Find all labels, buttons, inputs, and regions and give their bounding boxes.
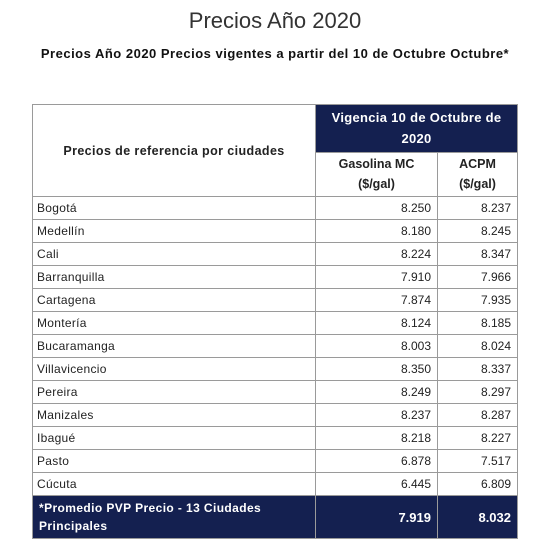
city-cell: Pereira <box>33 381 316 404</box>
acpm-cell: 8.287 <box>438 404 518 427</box>
city-cell: Manizales <box>33 404 316 427</box>
acpm-cell: 8.227 <box>438 427 518 450</box>
table-row <box>33 220 518 243</box>
gasolina-cell: 6.445 <box>316 473 438 496</box>
table-row <box>33 335 518 358</box>
gasolina-cell: 8.003 <box>316 335 438 358</box>
table-row <box>33 427 518 450</box>
gasolina-cell: 8.250 <box>316 197 438 220</box>
table-row <box>33 312 518 335</box>
city-cell: Pasto <box>33 450 316 473</box>
city-cell: Barranquilla <box>33 266 316 289</box>
acpm-cell: 8.237 <box>438 197 518 220</box>
table-footer-row <box>33 496 518 539</box>
acpm-cell: 7.517 <box>438 450 518 473</box>
city-cell: Medellín <box>33 220 316 243</box>
acpm-cell: 8.185 <box>438 312 518 335</box>
table-row <box>33 450 518 473</box>
footer-label: *Promedio PVP Precio - 13 Ciudades Principales <box>33 496 316 539</box>
header-gasolina: Gasolina MC ($/gal) <box>316 152 438 196</box>
gasolina-cell: 8.124 <box>316 312 438 335</box>
acpm-cell: 8.024 <box>438 335 518 358</box>
table-body <box>33 197 518 496</box>
city-cell: Bucaramanga <box>33 335 316 358</box>
footer-acpm: 8.032 <box>438 496 518 539</box>
acpm-cell: 8.245 <box>438 220 518 243</box>
gasolina-cell: 8.224 <box>316 243 438 266</box>
table-row <box>33 381 518 404</box>
table-row <box>33 358 518 381</box>
city-cell: Cali <box>33 243 316 266</box>
city-cell: Ibagué <box>33 427 316 450</box>
footer-gasolina: 7.919 <box>316 496 438 539</box>
gasolina-cell: 8.249 <box>316 381 438 404</box>
header-acpm: ACPM ($/gal) <box>438 152 518 196</box>
gasolina-cell: 8.218 <box>316 427 438 450</box>
header-vigencia: Vigencia 10 de Octubre de 2020 <box>316 105 518 153</box>
gasolina-cell: 8.237 <box>316 404 438 427</box>
acpm-cell: 8.337 <box>438 358 518 381</box>
acpm-cell: 6.809 <box>438 473 518 496</box>
table-row <box>33 289 518 312</box>
price-table <box>32 104 518 539</box>
table-row <box>33 266 518 289</box>
gasolina-cell: 6.878 <box>316 450 438 473</box>
acpm-cell: 7.966 <box>438 266 518 289</box>
acpm-cell: 8.347 <box>438 243 518 266</box>
city-cell: Cartagena <box>33 289 316 312</box>
acpm-cell: 8.297 <box>438 381 518 404</box>
city-cell: Montería <box>33 312 316 335</box>
gasolina-cell: 7.910 <box>316 266 438 289</box>
table-row <box>33 197 518 220</box>
table-row <box>33 473 518 496</box>
gasolina-cell: 8.350 <box>316 358 438 381</box>
acpm-cell: 7.935 <box>438 289 518 312</box>
city-cell: Cúcuta <box>33 473 316 496</box>
table-row <box>33 243 518 266</box>
city-cell: Bogotá <box>33 197 316 220</box>
city-cell: Villavicencio <box>33 358 316 381</box>
page-title: Precios Año 2020 <box>188 8 362 33</box>
gasolina-cell: 8.180 <box>316 220 438 243</box>
page-subtitle: Precios Año 2020 Precios vigentes a partir del 10 de Octubre Octubre* <box>40 46 510 61</box>
header-reference-prices: Precios de referencia por ciudades <box>33 105 316 197</box>
table-row <box>33 404 518 427</box>
gasolina-cell: 7.874 <box>316 289 438 312</box>
